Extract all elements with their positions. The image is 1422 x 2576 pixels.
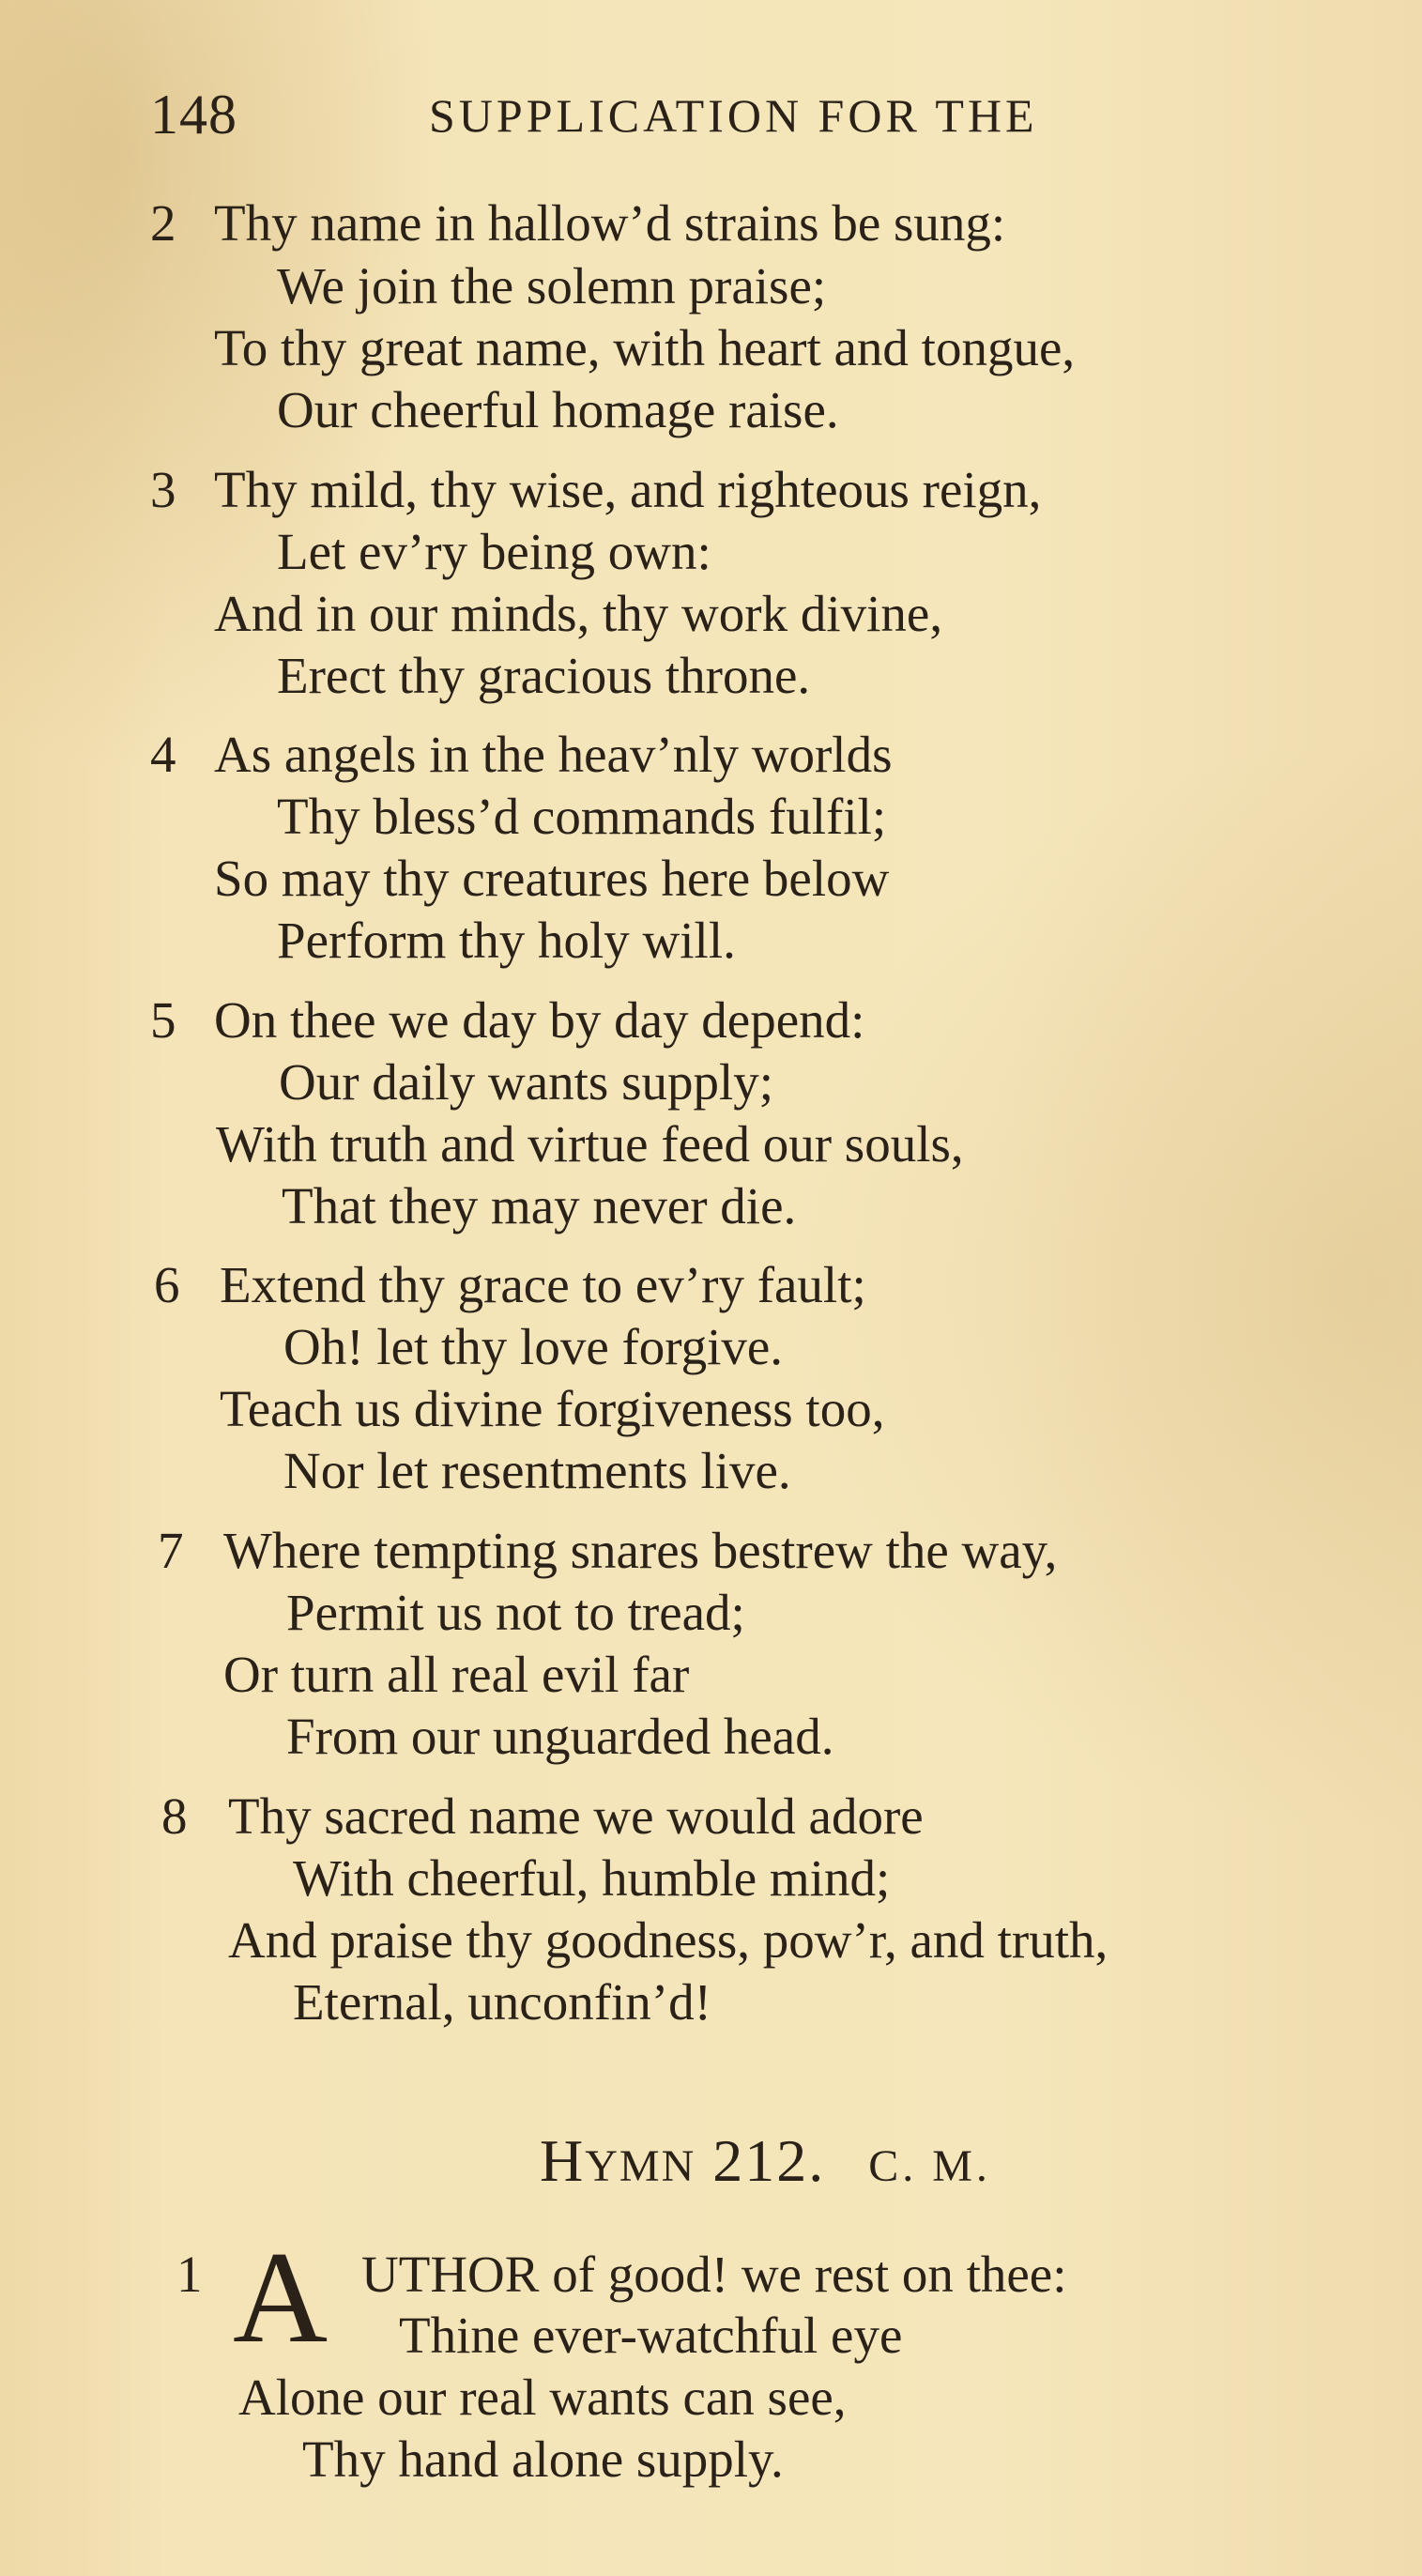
hymn-meter: C. M. xyxy=(868,2141,991,2191)
verse-line: Let ev’ry being own: xyxy=(277,523,711,580)
running-head: SUPPLICATION FOR THE xyxy=(429,89,1038,142)
verse-line: Our cheerful homage raise. xyxy=(277,381,839,438)
verse-number: 5 xyxy=(150,991,176,1049)
verse-line: Our daily wants supply; xyxy=(279,1053,774,1111)
verse-number: 6 xyxy=(154,1256,180,1313)
verse-line: Permit us not to tread; xyxy=(286,1584,745,1641)
verse-line: Alone our real wants can see, xyxy=(238,2369,847,2426)
verse-line: With truth and virtue feed our souls, xyxy=(216,1115,964,1173)
hymn-label-initial: H xyxy=(540,2127,586,2194)
verse-line: On thee we day by day depend: xyxy=(214,991,865,1049)
verse-line: As angels in the heav’nly worlds xyxy=(214,726,893,783)
page-number: 148 xyxy=(150,84,237,146)
verse-line: So may thy creatures here below xyxy=(214,850,890,907)
verse-line: From our unguarded head. xyxy=(286,1708,834,1765)
verse-line: Thy name in hallow’d strains be sung: xyxy=(214,194,1006,252)
verse-line: Thine ever-watchful eye xyxy=(399,2307,903,2364)
verse-number: 3 xyxy=(150,461,176,518)
verse-line: Where tempting snares bestrew the way, xyxy=(223,1522,1058,1579)
verse-number: 4 xyxy=(150,726,176,783)
verse-line: To thy great name, with heart and tongue, xyxy=(214,319,1076,376)
hymn-number: 212. xyxy=(712,2127,826,2194)
verse-line: Teach us divine forgiveness too, xyxy=(220,1380,885,1437)
drop-cap: A xyxy=(233,2225,329,2370)
verse-line: With cheerful, humble mind; xyxy=(293,1849,891,1907)
verse-line: Erect thy gracious throne. xyxy=(277,647,811,704)
verse-line: Thy bless’d commands fulfil; xyxy=(277,788,887,845)
verse-line: Eternal, unconfin’d! xyxy=(293,1973,711,2031)
verse-line: Thy sacred name we would adore xyxy=(228,1787,924,1845)
verse-line: And in our minds, thy work divine, xyxy=(214,585,943,642)
verse-number: 8 xyxy=(161,1787,188,1845)
verse-line: Oh! let thy love forgive. xyxy=(283,1318,784,1375)
verse-line: We join the solemn praise; xyxy=(277,257,827,314)
hymn-label-rest: YMN xyxy=(585,2141,696,2191)
verse-line: And praise thy goodness, pow’r, and truth, xyxy=(228,1911,1109,1969)
verse-line: Perform thy holy will. xyxy=(277,912,736,969)
hymn-heading xyxy=(540,2126,991,2196)
verse-line: Thy hand alone supply. xyxy=(302,2430,784,2488)
verse-number: 7 xyxy=(158,1522,184,1579)
verse-number: 1 xyxy=(176,2246,203,2303)
page-header xyxy=(150,83,1220,158)
verse-number: 2 xyxy=(150,194,176,252)
verse-line: Thy mild, thy wise, and righteous reign, xyxy=(214,461,1042,518)
verse-line: UTHOR of good! we rest on thee: xyxy=(361,2246,1067,2303)
verse-line: Nor let resentments live. xyxy=(283,1442,791,1499)
verse-line: Or turn all real evil far xyxy=(223,1646,690,1703)
verse-line: Extend thy grace to ev’ry fault; xyxy=(220,1256,866,1313)
verse-line: That they may never die. xyxy=(282,1177,797,1234)
